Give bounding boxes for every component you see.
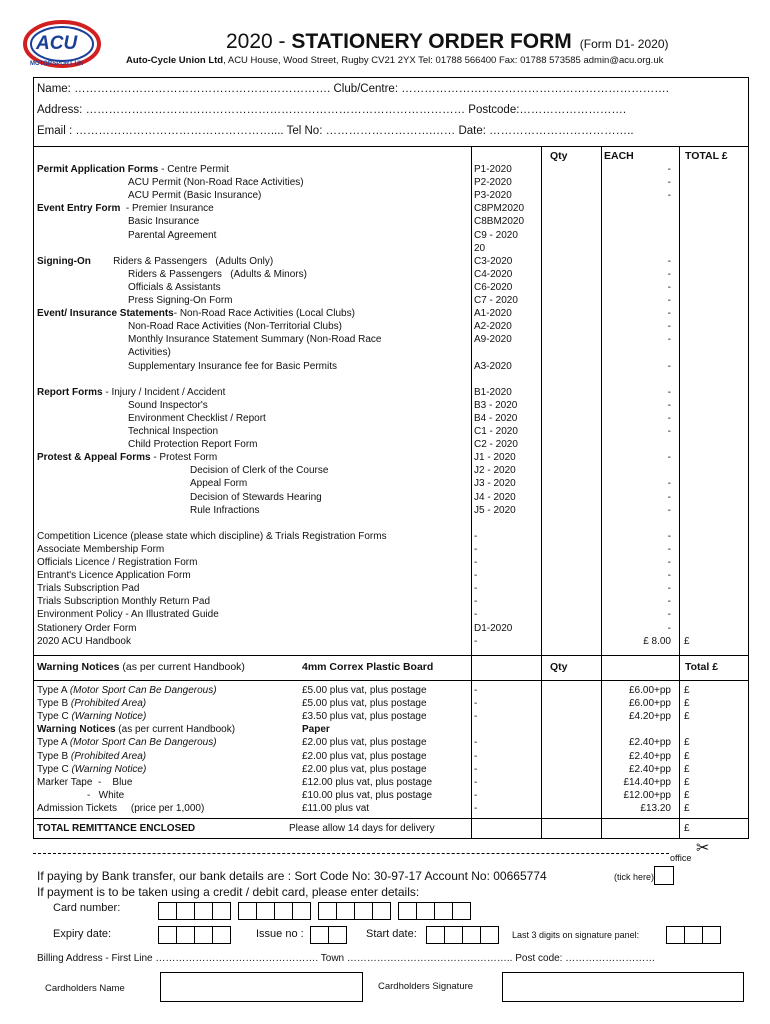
cardholder-name-label: Cardholders Name — [45, 983, 125, 994]
billing-address-field[interactable]: Billing Address - First Line …………………………………………. Town ………………………………………….. Post code: ……………………… — [37, 953, 656, 964]
last3-label: Last 3 digits on signature panel: — [512, 930, 640, 940]
item-text: Riders & Passengers (Adults & Minors) — [128, 268, 307, 280]
item-code: J3 - 2020 — [474, 478, 516, 490]
item-text: Entrant's Licence Application Form — [37, 570, 191, 582]
item-row — [34, 412, 748, 425]
item-row — [34, 425, 748, 438]
notice-total: £ — [684, 763, 690, 775]
item-text: - Premier Insurance — [120, 203, 214, 215]
item-code: C8BM2020 — [474, 216, 525, 228]
notice-each: £6.00+pp — [629, 698, 671, 710]
item-each: - — [667, 308, 671, 320]
notices-total-heading: Total £ — [685, 661, 719, 673]
notice-label: Type B (Prohibited Area) — [37, 750, 147, 762]
page-title — [226, 30, 668, 54]
notice-price: £5.00 plus vat, plus postage — [302, 698, 427, 710]
item-row — [34, 215, 748, 228]
item-row — [34, 255, 748, 268]
title-main: STATIONERY ORDER FORM — [291, 30, 572, 53]
item-each: - — [667, 412, 671, 424]
item-description — [128, 412, 266, 425]
item-code: P2-2020 — [474, 177, 512, 189]
item-code: - — [474, 635, 478, 647]
item-description — [37, 582, 139, 595]
item-description — [37, 622, 136, 635]
notice-label: Type C (Warning Notice) — [37, 711, 147, 723]
notice-label: - White — [37, 789, 125, 801]
item-code: - — [474, 596, 478, 608]
form-reference: (Form D1- 2020) — [579, 37, 669, 51]
item-row — [34, 268, 748, 281]
svg-text:ACU: ACU — [36, 33, 78, 54]
item-row — [34, 504, 748, 517]
item-row — [34, 543, 748, 556]
section-heading: Report Forms — [37, 386, 103, 398]
notice-each: £2.40+pp — [629, 750, 671, 762]
order-table — [33, 147, 749, 839]
item-each: - — [667, 609, 671, 621]
item-description — [190, 477, 247, 490]
item-each: - — [667, 426, 671, 437]
item-each: £ 8.00 — [643, 635, 671, 647]
notice-label: Type B (Prohibited Area) — [37, 698, 147, 710]
item-each: - — [667, 386, 671, 398]
cvv-boxes[interactable] — [666, 926, 720, 944]
item-text: Child Protection Report Form — [128, 439, 258, 451]
notice-row — [34, 684, 748, 697]
notice-qty: - — [474, 750, 478, 762]
item-text: Press Signing-On Form — [128, 295, 233, 306]
item-row — [34, 451, 748, 464]
item-description — [37, 595, 210, 608]
item-row — [34, 294, 748, 307]
item-code: B4 - 2020 — [474, 412, 518, 424]
item-row — [34, 360, 748, 373]
item-code: - — [474, 583, 478, 595]
item-text: Basic Insurance — [128, 216, 200, 228]
total-row — [34, 822, 748, 835]
card-number-label: Card number: — [53, 902, 121, 914]
notice-total: £ — [684, 750, 690, 762]
item-text: Sound Inspector's — [128, 399, 208, 411]
item-row — [34, 530, 748, 543]
notice-row — [34, 697, 748, 710]
notice-row — [34, 710, 748, 723]
item-code: C8PM2020 — [474, 203, 525, 215]
bank-transfer-checkbox[interactable] — [654, 866, 674, 885]
item-row — [34, 438, 748, 451]
item-each: - — [667, 557, 671, 568]
item-row — [34, 569, 748, 582]
notice-qty: - — [474, 737, 478, 749]
item-code: C2 - 2020 — [474, 439, 518, 451]
item-description — [37, 530, 387, 543]
item-code: A3-2020 — [474, 360, 512, 372]
col-each: EACH — [604, 150, 634, 162]
item-description — [128, 229, 216, 242]
item-row — [34, 320, 748, 333]
item-each: - — [667, 321, 671, 333]
item-row — [34, 373, 748, 386]
item-description — [37, 569, 191, 582]
item-text: Decision of Clerk of the Course — [190, 465, 329, 477]
item-each: - — [667, 491, 671, 503]
item-code: A9-2020 — [474, 334, 512, 346]
item-code: J4 - 2020 — [474, 491, 516, 503]
org-address — [126, 55, 663, 66]
item-description — [128, 438, 258, 451]
item-description — [128, 399, 208, 412]
item-description — [128, 215, 199, 228]
total-value[interactable]: £ — [684, 823, 690, 834]
expiry-label: Expiry date: — [53, 928, 112, 940]
item-description — [128, 268, 307, 281]
item-text: Competition Licence (please state which discipline) & Trials Registration Forms — [37, 530, 387, 542]
item-description — [37, 635, 131, 648]
notice-label: Type C (Warning Notice) — [37, 763, 147, 775]
notice-qty: - — [474, 763, 478, 775]
notice-row — [34, 776, 748, 789]
col-qty: Qty — [550, 150, 568, 162]
item-text: Officials Licence / Registration Form — [37, 557, 198, 568]
item-text: Technical Inspection — [128, 426, 219, 437]
notice-each: £4.20+pp — [629, 711, 671, 723]
card-intro: If payment is to be taken using a credit / debit card, please enter details: — [37, 885, 420, 899]
address-postcode-field[interactable]: Address: ……………………………………………………………………………………… Postcode:………………………. — [37, 104, 627, 116]
item-row — [34, 333, 748, 346]
item-each: - — [667, 255, 671, 267]
notice-each: £13.20 — [640, 802, 671, 814]
item-text: Trials Subscription Pad — [37, 583, 140, 595]
item-description — [37, 608, 219, 621]
item-row — [34, 477, 748, 490]
item-row — [34, 582, 748, 595]
notice-price: £11.00 plus vat — [302, 802, 370, 814]
notice-price: £2.00 plus vat, plus postage — [302, 763, 427, 775]
item-each: - — [667, 268, 671, 280]
item-code: 20 — [474, 242, 486, 254]
notice-price: £5.00 plus vat, plus postage — [302, 685, 427, 696]
item-description — [128, 176, 304, 189]
card-number-boxes[interactable] — [158, 902, 470, 920]
expiry-boxes[interactable] — [158, 926, 230, 944]
item-row — [34, 176, 748, 189]
item-description — [128, 189, 261, 202]
notice-each: £2.40+pp — [629, 737, 671, 749]
item-each: - — [667, 583, 671, 595]
item-each: - — [667, 177, 671, 189]
item-row — [34, 189, 748, 202]
item-row — [34, 622, 748, 635]
item-row — [34, 307, 748, 320]
section-heading: Signing-On — [37, 255, 91, 267]
item-code: B3 - 2020 — [474, 399, 518, 411]
notice-label: Admission Tickets (price per 1,000) — [37, 802, 205, 814]
item-description — [128, 320, 342, 333]
item-each: - — [667, 596, 671, 608]
tick-label: (tick here) — [614, 872, 655, 882]
item-description — [128, 425, 218, 438]
item-code: C9 - 2020 — [474, 229, 518, 241]
item-description — [37, 451, 217, 464]
item-row — [34, 242, 748, 255]
notice-each: £14.40+pp — [623, 776, 671, 788]
board-heading: 4mm Correx Plastic Board — [302, 661, 434, 673]
item-code: A2-2020 — [474, 321, 512, 333]
item-row — [34, 229, 748, 242]
item-code: C6-2020 — [474, 281, 513, 293]
item-each: - — [667, 295, 671, 306]
notice-total: £ — [684, 776, 690, 788]
svg-text:MOTORSPORT UK: MOTORSPORT UK — [30, 61, 84, 67]
notice-label: Warning Notices (as per current Handbook) — [37, 724, 236, 736]
item-text: Monthly Insurance Statement Summary (Non-Road Race — [128, 334, 382, 346]
acu-logo — [22, 18, 102, 70]
item-code: B1-2020 — [474, 386, 512, 398]
item-description — [37, 163, 229, 176]
item-each: - — [667, 164, 671, 175]
cardholder-signature-label: Cardholders Signature — [378, 981, 474, 992]
notice-total: £ — [684, 711, 690, 723]
item-text: Non-Road Race Activities (Non-Territorial Clubs) — [128, 321, 342, 333]
total-label: TOTAL REMITTANCE ENCLOSED — [37, 823, 196, 834]
item-description — [128, 294, 232, 307]
notice-total: £ — [684, 685, 690, 696]
item-code: C4-2020 — [474, 268, 513, 280]
notice-qty: - — [474, 789, 478, 801]
item-description — [37, 543, 164, 556]
item-code: J2 - 2020 — [474, 465, 516, 477]
email-tel-date-field[interactable]: Email : …………………………………………….... Tel No: ……………………….…… Date: ……………………………….. — [37, 125, 634, 137]
notice-each: £6.00+pp — [629, 685, 671, 696]
item-row — [34, 556, 748, 569]
item-row — [34, 163, 748, 176]
item-text: - Centre Permit — [158, 164, 229, 175]
notice-price: £3.50 plus vat, plus postage — [302, 711, 427, 723]
item-text: Environment Policy - An Illustrated Guide — [37, 609, 219, 621]
name-club-field[interactable]: Name: …………………………………………………………. Club/Centre: ……………………………………………………………. — [37, 83, 669, 95]
item-each: - — [667, 190, 671, 202]
item-text: Appeal Form — [190, 478, 248, 490]
paper-heading: Paper — [302, 724, 330, 736]
notice-price: £2.00 plus vat, plus postage — [302, 737, 427, 749]
issue-label: Issue no : — [256, 928, 304, 940]
scissors-icon: ✂ — [696, 840, 710, 857]
item-row — [34, 202, 748, 215]
item-text: Supplementary Insurance fee for Basic Permits — [128, 360, 337, 372]
item-code: - — [474, 557, 478, 568]
item-row — [34, 281, 748, 294]
col-total: TOTAL £ — [685, 150, 728, 162]
item-code: C3-2020 — [474, 255, 513, 267]
section-heading: Permit Application Forms — [37, 164, 159, 175]
org-name: Auto-Cycle Union Ltd — [126, 55, 224, 66]
notice-qty: - — [474, 802, 478, 814]
item-code: D1-2020 — [474, 622, 513, 634]
item-text: - Protest Form — [150, 452, 218, 464]
item-code: - — [474, 530, 478, 542]
notice-label: Type A (Motor Sport Can Be Dangerous) — [37, 737, 217, 749]
item-row — [34, 635, 748, 648]
notice-row — [34, 763, 748, 776]
delivery-note: Please allow 14 days for delivery — [289, 823, 435, 834]
section-heading: Protest & Appeal Forms — [37, 452, 151, 464]
item-each: - — [667, 452, 671, 464]
item-description — [190, 504, 259, 517]
item-description — [128, 346, 171, 359]
notice-total: £ — [684, 802, 690, 814]
item-row — [34, 595, 748, 608]
org-contact: , ACU House, Wood Street, Rugby CV21 2YX Tel: 01788 566400 Fax: 01788 573585 admin@acu.org.uk — [223, 55, 664, 66]
title-year: 2020 - — [226, 30, 292, 53]
item-description — [37, 556, 197, 569]
item-each: - — [667, 504, 671, 516]
item-text: Parental Agreement — [128, 229, 217, 241]
notices-header — [34, 661, 748, 674]
item-text: ACU Permit (Non-Road Race Activities) — [128, 177, 304, 189]
item-description — [190, 464, 328, 477]
item-description — [190, 491, 322, 504]
notices-title: Warning Notices (as per current Handbook) — [37, 661, 245, 673]
item-text: 2020 ACU Handbook — [37, 635, 131, 647]
item-row — [34, 399, 748, 412]
item-code: - — [474, 543, 478, 555]
notice-label: Type A (Motor Sport Can Be Dangerous) — [37, 685, 217, 696]
item-text: Riders & Passengers (Adults Only) — [90, 255, 274, 267]
notice-each: £12.00+pp — [623, 789, 671, 801]
item-text: Associate Membership Form — [37, 543, 165, 555]
notice-price: £12.00 plus vat, plus postage — [302, 776, 433, 788]
item-text: Rule Infractions — [190, 504, 260, 516]
cardholder-signature-box[interactable] — [502, 972, 744, 1002]
cut-line — [33, 853, 669, 854]
item-description — [37, 202, 214, 215]
notice-qty: - — [474, 711, 478, 723]
office-label: office — [670, 853, 692, 863]
item-text: ACU Permit (Basic Insurance) — [128, 190, 262, 202]
item-description — [37, 255, 273, 268]
item-code: P3-2020 — [474, 190, 512, 202]
item-row — [34, 464, 748, 477]
item-total: £ — [684, 635, 690, 647]
notice-total: £ — [684, 789, 690, 801]
notice-each: £2.40+pp — [629, 763, 671, 775]
item-row — [34, 517, 748, 530]
notice-row — [34, 802, 748, 815]
item-description — [128, 360, 337, 373]
item-each: - — [667, 360, 671, 372]
notice-qty: - — [474, 698, 478, 710]
item-each: - — [667, 399, 671, 411]
item-description — [37, 386, 225, 399]
item-text: Stationery Order Form — [37, 622, 137, 634]
item-text: - Injury / Incident / Accident — [102, 386, 226, 398]
item-text: Activities) — [128, 347, 171, 359]
item-each: - — [667, 334, 671, 346]
item-text: Trials Subscription Monthly Return Pad — [37, 596, 211, 608]
notice-qty: - — [474, 685, 478, 696]
item-each: - — [667, 281, 671, 293]
section-heading: Event/ Insurance Statements — [37, 308, 174, 320]
item-text: Environment Checklist / Report — [128, 412, 266, 424]
issue-boxes[interactable] — [310, 926, 346, 944]
item-row — [34, 608, 748, 621]
notice-label: Marker Tape - Blue — [37, 776, 133, 788]
item-code: A1-2020 — [474, 308, 512, 320]
item-code: - — [474, 570, 478, 582]
item-description — [37, 307, 355, 320]
item-code: J5 - 2020 — [474, 504, 516, 516]
notice-row — [34, 736, 748, 749]
bank-details: If paying by Bank transfer, our bank details are : Sort Code No: 30-97-17 Account No: 00665774 — [37, 869, 547, 883]
notice-row — [34, 723, 748, 736]
notice-total: £ — [684, 698, 690, 710]
section-heading: Event Entry Form — [37, 203, 121, 215]
item-each: - — [667, 622, 671, 634]
item-each: - — [667, 478, 671, 490]
item-code: J1 - 2020 — [474, 452, 516, 464]
item-text: - Non-Road Race Activities (Local Clubs) — [173, 308, 355, 320]
item-code: P1-2020 — [474, 164, 512, 175]
notice-total: £ — [684, 737, 690, 749]
notice-row — [34, 750, 748, 763]
start-label: Start date: — [366, 928, 417, 940]
item-code: - — [474, 609, 478, 621]
item-row — [34, 346, 748, 359]
item-row — [34, 491, 748, 504]
item-each: - — [667, 543, 671, 555]
item-code: C1 - 2020 — [474, 426, 518, 437]
item-text: Officials & Assistants — [128, 281, 221, 293]
notices-qty-heading: Qty — [550, 661, 568, 673]
item-code: C7 - 2020 — [474, 295, 518, 306]
item-row — [34, 386, 748, 399]
item-text: Decision of Stewards Hearing — [190, 491, 322, 503]
cardholder-name-box[interactable] — [160, 972, 363, 1002]
notice-price: £2.00 plus vat, plus postage — [302, 750, 427, 762]
item-description — [128, 281, 221, 294]
notice-price: £10.00 plus vat, plus postage — [302, 789, 433, 801]
item-description — [128, 333, 381, 346]
notice-qty: - — [474, 776, 478, 788]
item-each: - — [667, 530, 671, 542]
item-each: - — [667, 570, 671, 582]
notice-row — [34, 789, 748, 802]
start-boxes[interactable] — [426, 926, 498, 944]
